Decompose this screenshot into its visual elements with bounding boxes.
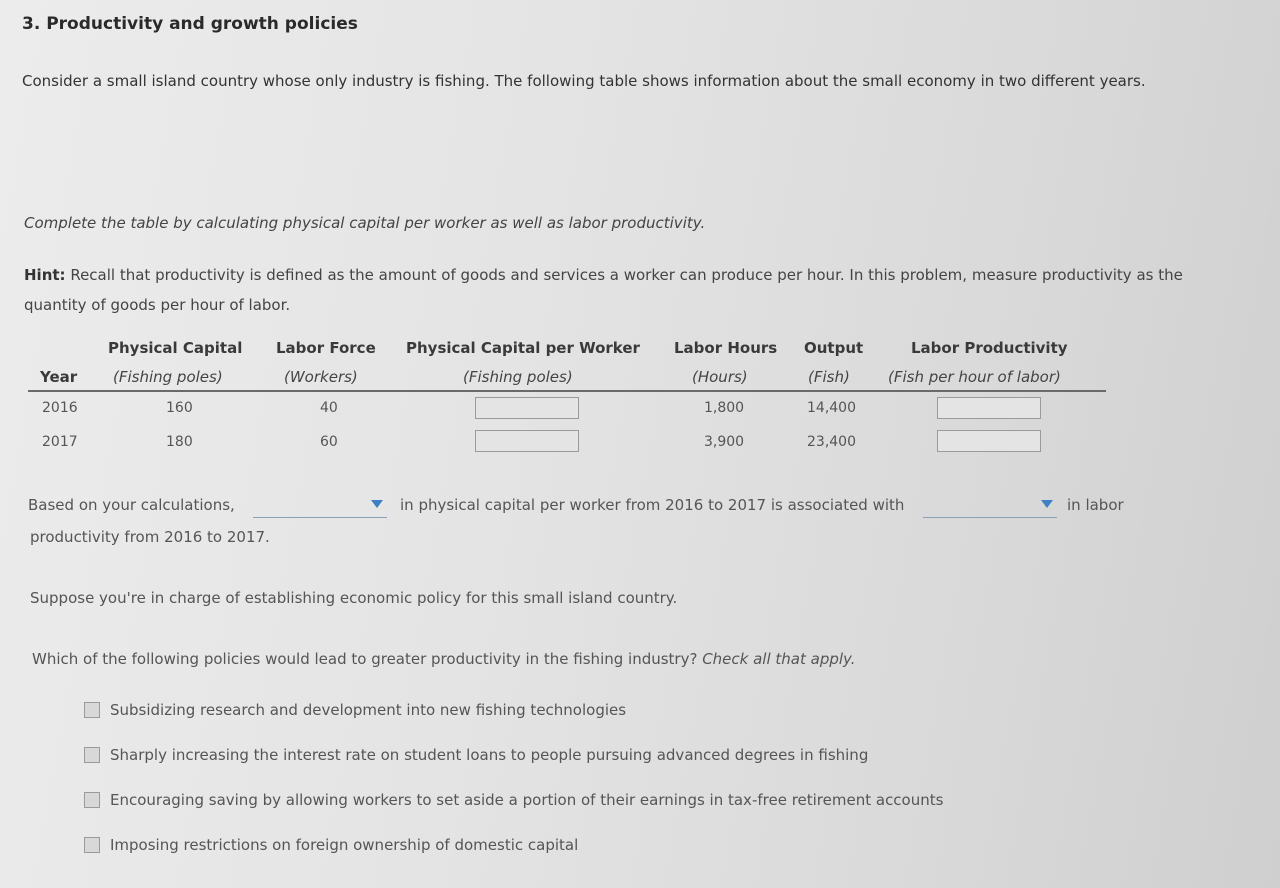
dropdown-arrow-icon: [1041, 500, 1053, 508]
header-year: Year: [40, 368, 78, 386]
instruction-text: Complete the table by calculating physical capital per worker as well as labor productivity.: [24, 214, 706, 232]
header-labor-hours-unit: (Hours): [692, 368, 748, 386]
header-capital-per-worker: Physical Capital per Worker: [406, 339, 640, 357]
policy-option-label: Imposing restrictions on foreign ownership of domestic capital: [110, 836, 579, 854]
question2-text: [32, 650, 856, 668]
policy-option-label: Subsidizing research and development into new fishing technologies: [110, 701, 627, 719]
checkbox[interactable]: [84, 702, 100, 718]
header-capital: Physical Capital: [108, 339, 243, 357]
policy-option-label: Sharply increasing the interest rate on student loans to people pursuing advanced degrees in fishing: [110, 746, 869, 764]
header-output: Output: [804, 339, 864, 357]
row-2016-year: 2016: [42, 400, 78, 416]
row-2016-hours: 1,800: [704, 400, 745, 416]
header-labor-hours: Labor Hours: [674, 339, 778, 357]
row-2016-capital: 160: [166, 400, 193, 416]
header-labor-force-unit: (Workers): [284, 368, 358, 386]
dropdown-arrow-icon: [371, 500, 383, 508]
capital-per-worker-2016-input[interactable]: [475, 397, 579, 419]
question2-emphasis: Check all that apply.: [702, 650, 856, 668]
row-2016-labor-force: 40: [320, 400, 338, 416]
policy-option[interactable]: [84, 701, 626, 719]
labor-productivity-2017-input[interactable]: [937, 430, 1041, 452]
row-2017-year: 2017: [42, 434, 78, 450]
policy-intro-text: Suppose you're in charge of establishing economic policy for this small island country.: [30, 589, 678, 607]
row-2017-output: 23,400: [807, 434, 856, 450]
checkbox[interactable]: [84, 747, 100, 763]
question1-part4: productivity from 2016 to 2017.: [30, 528, 270, 546]
row-2017-capital: 180: [166, 434, 193, 450]
question-heading: 3. Productivity and growth policies: [22, 14, 358, 34]
hint-text: [24, 260, 1224, 320]
hint-body: Recall that productivity is defined as the amount of goods and services a worker can produce per hour. In this problem, measure productivity as the quantity of goods per hour of labor.: [24, 266, 1183, 314]
policy-option-label: Encouraging saving by allowing workers to set aside a portion of their earnings in tax-free retirement accounts: [110, 791, 944, 809]
question2-prompt: Which of the following policies would lead to greater productivity in the fishing industry?: [32, 650, 703, 668]
header-capital-unit: (Fishing poles): [113, 368, 223, 386]
header-output-unit: (Fish): [808, 368, 850, 386]
policy-option[interactable]: [84, 836, 578, 854]
row-2017-hours: 3,900: [704, 434, 745, 450]
labor-productivity-2016-input[interactable]: [937, 397, 1041, 419]
question1-part2: in physical capital per worker from 2016 to 2017 is associated with: [400, 496, 905, 514]
table-header-divider: [28, 390, 1106, 392]
header-labor-productivity-unit: (Fish per hour of labor): [888, 368, 1061, 386]
checkbox[interactable]: [84, 837, 100, 853]
header-labor-force: Labor Force: [276, 339, 376, 357]
checkbox[interactable]: [84, 792, 100, 808]
question1-part1: Based on your calculations,: [28, 496, 235, 514]
productivity-change-dropdown[interactable]: [923, 496, 1057, 518]
hint-label: Hint:: [24, 266, 66, 284]
header-capital-per-worker-unit: (Fishing poles): [463, 368, 573, 386]
capital-per-worker-2017-input[interactable]: [475, 430, 579, 452]
question1-part3: in labor: [1067, 496, 1124, 514]
row-2017-labor-force: 60: [320, 434, 338, 450]
policy-option[interactable]: [84, 791, 943, 809]
row-2016-output: 14,400: [807, 400, 856, 416]
capital-change-dropdown[interactable]: [253, 496, 387, 518]
policy-option[interactable]: [84, 746, 868, 764]
header-labor-productivity: Labor Productivity: [911, 339, 1068, 357]
intro-text: Consider a small island country whose only industry is fishing. The following table shows information about the small economy in two different years.: [22, 72, 1146, 90]
